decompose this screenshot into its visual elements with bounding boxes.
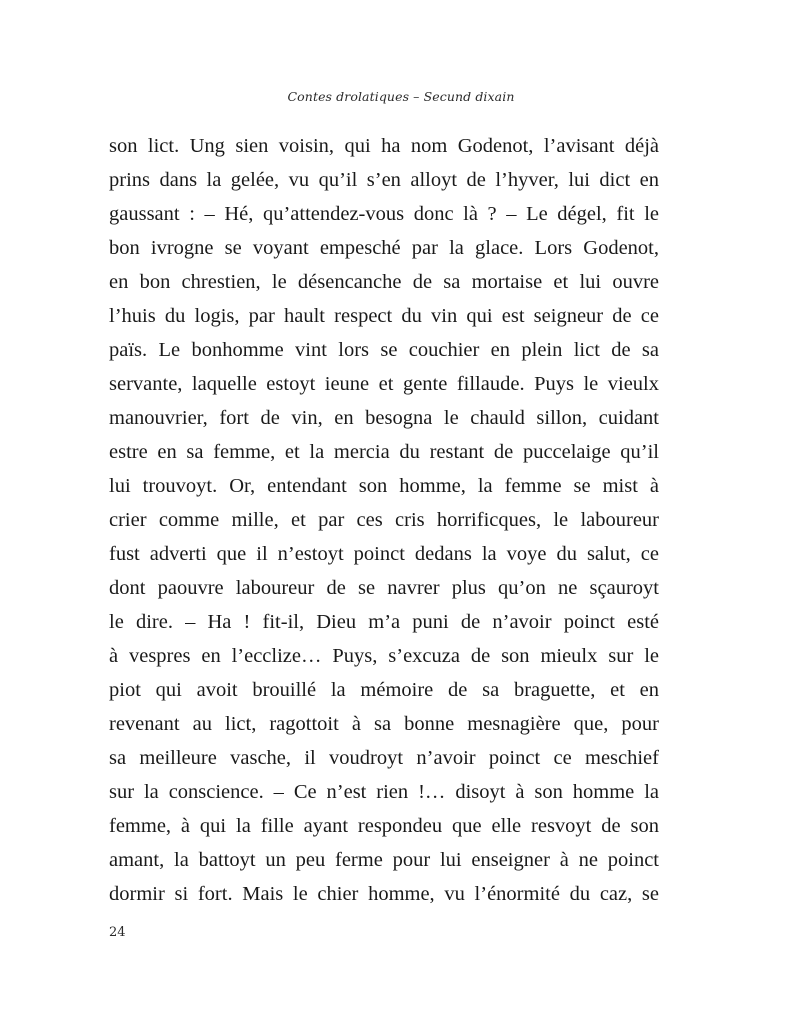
text-line: crier comme mille, et par ces cris horrificques, le laboureur — [109, 509, 659, 531]
text-line: en bon chrestien, le désencanche de sa mortaise et lui ouvre — [109, 271, 659, 293]
text-line: piot qui avoit brouillé la mémoire de sa braguette, et en — [109, 679, 659, 701]
text-line: païs. Le bonhomme vint lors se couchier en plein lict de sa — [109, 339, 659, 361]
text-line: à vespres en l’ecclize… Puys, s’excuza de son mieulx sur le — [109, 645, 659, 667]
text-line: lui trouvoyt. Or, entendant son homme, la femme se mist à — [109, 475, 659, 497]
text-line: amant, la battoyt un peu ferme pour lui enseigner à ne poinct — [109, 849, 659, 871]
text-line: bon ivrogne se voyant empesché par la glace. Lors Godenot, — [109, 237, 659, 259]
text-line: sa meilleure vasche, il voudroyt n’avoir poinct ce meschief — [109, 747, 659, 769]
text-line: prins dans la gelée, vu qu’il s’en alloyt de l’hyver, lui dict en — [109, 169, 659, 191]
text-line: sur la conscience. – Ce n’est rien !… disoyt à son homme la — [109, 781, 659, 803]
text-line: dormir si fort. Mais le chier homme, vu l’énormité du caz, se — [109, 883, 659, 905]
text-line: servante, laquelle estoyt ieune et gente fillaude. Puys le vieulx — [109, 373, 659, 395]
text-line: fust adverti que il n’estoyt poinct dedans la voye du salut, ce — [109, 543, 659, 565]
text-line: dont paouvre laboureur de se navrer plus qu’on ne sçauroyt — [109, 577, 659, 599]
text-line: estre en sa femme, et la mercia du restant de puccelaige qu’il — [109, 441, 659, 463]
text-line: l’huis du logis, par hault respect du vin qui est seigneur de ce — [109, 305, 659, 327]
page-number: 24 — [109, 925, 126, 940]
text-line: revenant au lict, ragottoit à sa bonne mesnagière que, pour — [109, 713, 659, 735]
text-line: femme, à qui la fille ayant respondeu que elle resvoyt de son — [109, 815, 659, 837]
text-line: son lict. Ung sien voisin, qui ha nom Godenot, l’avisant déjà — [109, 135, 659, 157]
text-line: manouvrier, fort de vin, en besogna le chauld sillon, cuidant — [109, 407, 659, 429]
text-line: le dire. – Ha ! fit-il, Dieu m’a puni de n’avoir poinct esté — [109, 611, 659, 633]
running-header: Contes drolatiques – Secund dixain — [287, 89, 515, 104]
body-text — [109, 129, 659, 911]
text-line: gaussant : – Hé, qu’attendez-vous donc là ? – Le dégel, fit le — [109, 203, 659, 225]
